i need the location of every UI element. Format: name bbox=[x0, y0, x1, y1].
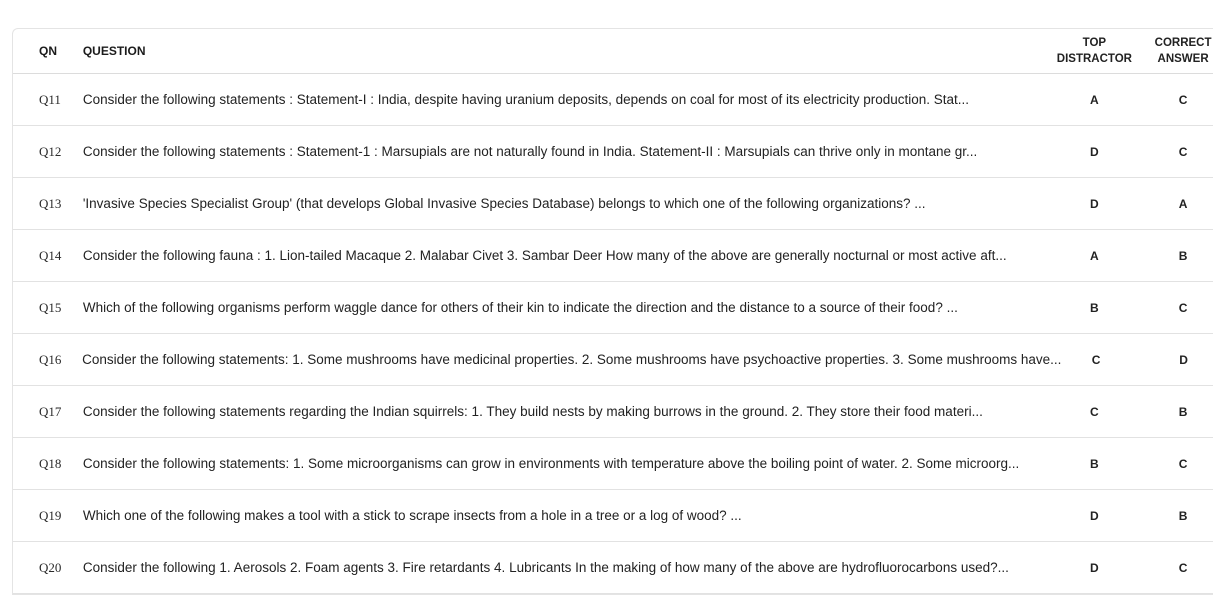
table-row[interactable] bbox=[13, 438, 1213, 490]
table-row[interactable] bbox=[13, 334, 1213, 386]
row-qn: Q15 bbox=[39, 299, 62, 315]
header-question: QUESTION bbox=[82, 44, 146, 58]
header-top-distractor-line1: TOP bbox=[1082, 37, 1107, 49]
row-correct-answer: B bbox=[1178, 404, 1188, 419]
row-qn: Q20 bbox=[39, 559, 62, 575]
row-top-distractor: A bbox=[1090, 92, 1099, 107]
row-correct-answer: C bbox=[1178, 92, 1188, 107]
row-question: Consider the following statements: 1. Some mushrooms have medicinal properties. 2. Some mushrooms have psychoactive properties. 3. Some mushrooms have... bbox=[82, 352, 1062, 367]
row-correct-answer: A bbox=[1178, 196, 1188, 211]
row-qn: Q13 bbox=[39, 195, 62, 211]
header-correct-answer-line2: ANSWER bbox=[1157, 53, 1209, 65]
table-row[interactable] bbox=[13, 542, 1213, 594]
row-qn: Q19 bbox=[39, 507, 62, 523]
row-qn: Q17 bbox=[39, 403, 62, 419]
header-qn: QN bbox=[39, 44, 57, 58]
header-correct-answer bbox=[1153, 35, 1213, 67]
table-header-row bbox=[13, 29, 1213, 74]
row-qn: Q14 bbox=[39, 247, 62, 263]
row-question: Which one of the following makes a tool with a stick to scrape insects from a hole in a tree or a log of wood? ... bbox=[82, 508, 742, 523]
row-correct-answer: C bbox=[1178, 560, 1188, 575]
row-top-distractor: B bbox=[1090, 300, 1099, 315]
row-question: Consider the following statements : Statement-1 : Marsupials are not naturally found in India. Statement-II : Marsupials can thrive only in montane gr... bbox=[82, 144, 978, 159]
row-qn: Q11 bbox=[39, 91, 61, 107]
row-top-distractor: B bbox=[1090, 456, 1099, 471]
row-question: Consider the following 1. Aerosols 2. Foam agents 3. Fire retardants 4. Lubricants In the making of how many of the above are hydrofluorocarbons used?... bbox=[82, 560, 1009, 575]
row-top-distractor: D bbox=[1090, 196, 1099, 211]
row-top-distractor: D bbox=[1090, 508, 1099, 523]
row-qn: Q18 bbox=[39, 455, 62, 471]
row-question: Consider the following statements: 1. Some microorganisms can grow in environments with temperature above the boiling point of water. 2. Some microorg... bbox=[82, 456, 1020, 471]
row-question: Which of the following organisms perform waggle dance for others of their kin to indicate the direction and the distance to a source of their food? ... bbox=[82, 300, 958, 315]
row-correct-answer: B bbox=[1178, 508, 1188, 523]
row-top-distractor: D bbox=[1090, 144, 1099, 159]
row-qn: Q16 bbox=[39, 351, 62, 367]
table-row[interactable] bbox=[13, 282, 1213, 334]
row-top-distractor: D bbox=[1090, 560, 1099, 575]
table-row[interactable] bbox=[13, 230, 1213, 282]
row-correct-answer: C bbox=[1178, 456, 1188, 471]
question-table bbox=[12, 28, 1213, 595]
row-correct-answer: D bbox=[1179, 352, 1188, 367]
table-row[interactable] bbox=[13, 490, 1213, 542]
table-row[interactable] bbox=[13, 126, 1213, 178]
header-correct-answer-line1: CORRECT bbox=[1154, 37, 1212, 49]
table-row[interactable] bbox=[13, 178, 1213, 230]
row-question: Consider the following statements : Statement-I : India, despite having uranium deposits, depends on coal for most of its electricity production. Stat... bbox=[82, 92, 970, 107]
header-top-distractor bbox=[1040, 35, 1150, 67]
row-correct-answer: C bbox=[1178, 144, 1188, 159]
row-question: 'Invasive Species Specialist Group' (that develops Global Invasive Species Database) belongs to which one of the following organizations? ... bbox=[82, 196, 926, 211]
table-row[interactable] bbox=[13, 386, 1213, 438]
row-qn: Q12 bbox=[39, 143, 62, 159]
row-correct-answer: B bbox=[1178, 248, 1188, 263]
table-row[interactable] bbox=[13, 74, 1213, 126]
row-top-distractor: C bbox=[1090, 404, 1099, 419]
header-top-distractor-line2: DISTRACTOR bbox=[1056, 53, 1132, 65]
row-question: Consider the following statements regarding the Indian squirrels: 1. They build nests by making burrows in the ground. 2. They store their food materi... bbox=[82, 404, 983, 419]
row-correct-answer: C bbox=[1178, 300, 1188, 315]
row-top-distractor: A bbox=[1090, 248, 1099, 263]
row-question: Consider the following fauna : 1. Lion-tailed Macaque 2. Malabar Civet 3. Sambar Deer How many of the above are generally nocturnal or most active aft... bbox=[82, 248, 1007, 263]
row-top-distractor: C bbox=[1091, 352, 1101, 367]
